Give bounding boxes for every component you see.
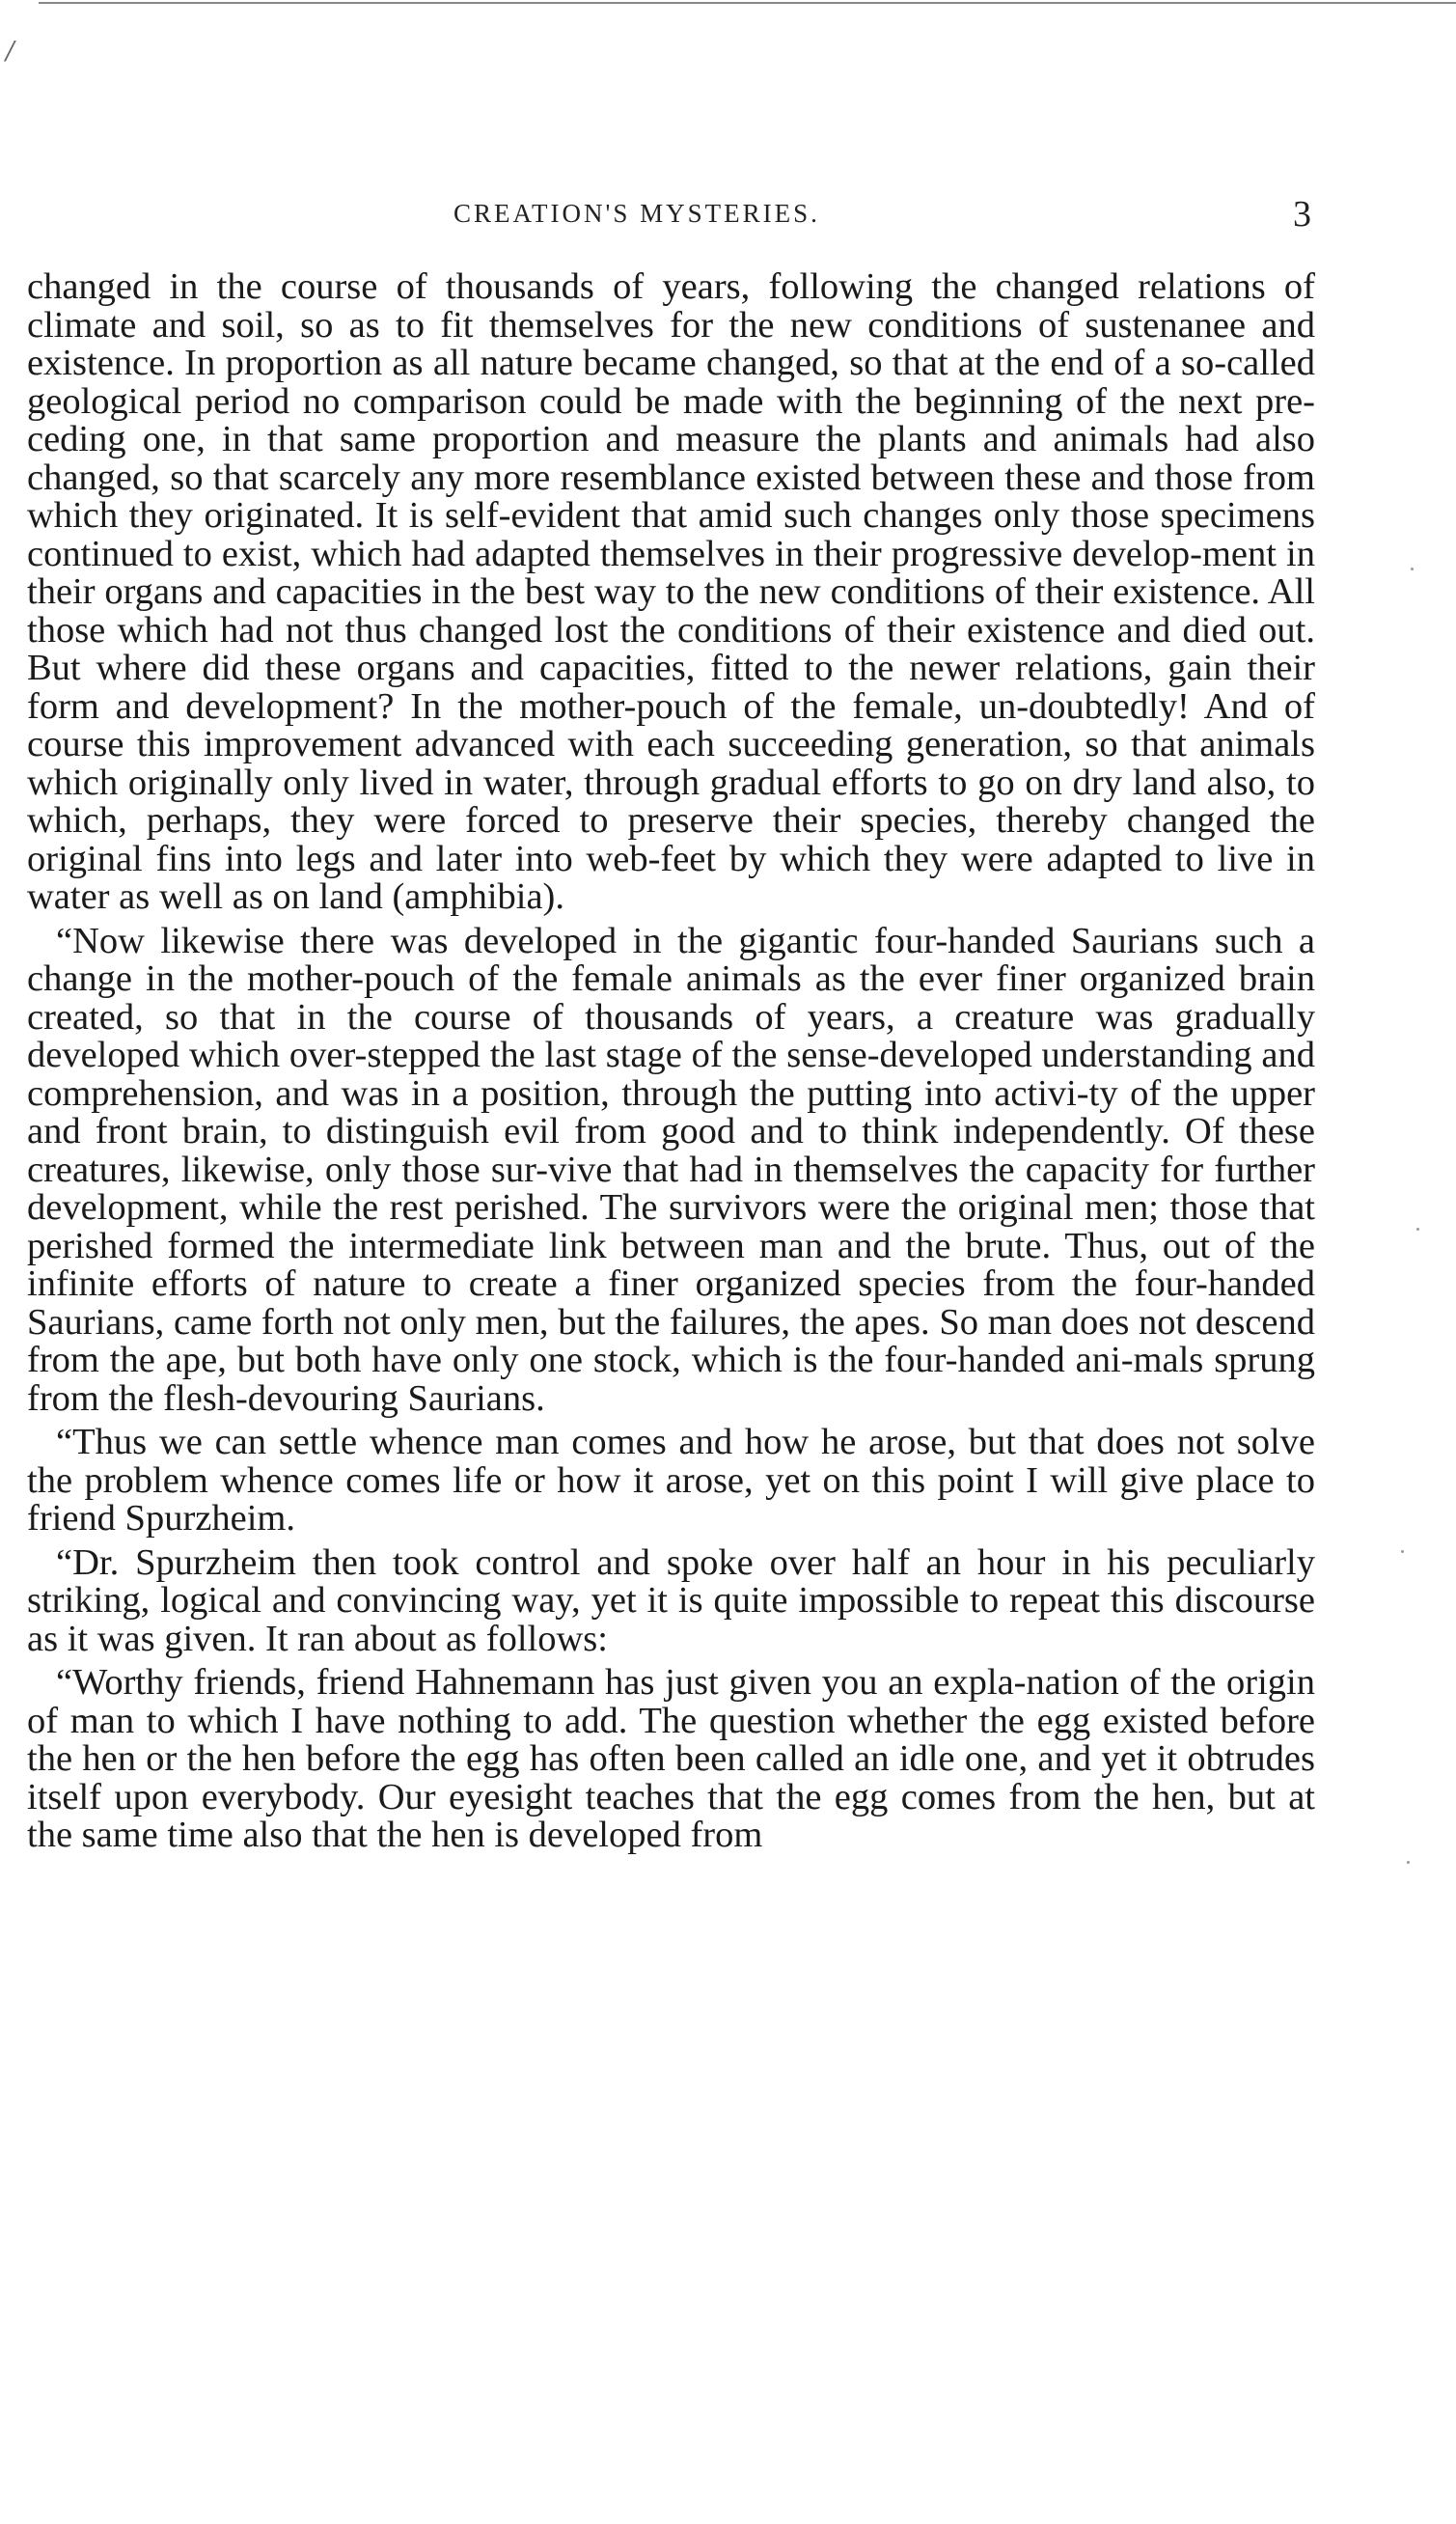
- paragraph-1: changed in the course of thousands of years, following the changed relations of climate and soil, so as to fit themselves for the new conditions of sustenanee and existence. In proportion as all nature became changed, so that at the end of a so-called geological period no comparison could be made with the beginning of the next pre-ceding one, in that same proportion and measure the plants and animals had also changed, so that scarcely any more resemblance existed between these and those from which they originated. It is self-evident that amid such changes only those specimens continued to exist, which had adapted themselves in their progressive develop-ment in their organs and capacities in the best way to the new conditions of their existence. All those which had not thus changed lost the conditions of their existence and died out. But where did these organs and capacities, fitted to the newer relations, gain their form and development? In the mother-pouch of the female, un-doubtedly! And of course this improvement advanced with each succeeding generation, so that animals which originally only lived in water, through gradual efforts to go on dry land also, to which, perhaps, they were forced to preserve their species, thereby changed the original fins into legs and later into web-feet by which they were adapted to live in water as well as on land (amphibia).: [27, 266, 1315, 917]
- running-head-title: CREATION'S MYSTERIES.: [453, 199, 820, 228]
- paper-speck: [1416, 1228, 1419, 1231]
- paper-speck: [1411, 568, 1414, 570]
- paragraph-5: “Worthy friends, friend Hahnemann has just given you an expla-nation of the origin of man to which I have nothing to add. The question whether the egg existed before the hen or the hen before the egg has often been called an idle one, and yet it obtrudes itself upon everybody. Our eyesight teaches that the egg comes from the hen, but at the same time also that the hen is developed from: [27, 1662, 1315, 1855]
- corner-mark: /: [6, 37, 14, 66]
- body-text: [27, 268, 1315, 1855]
- running-head: [0, 194, 1456, 237]
- paragraph-3: “Thus we can settle whence man comes and how he arose, but that does not solve the problem whence comes life or how it arose, yet on this point I will give place to friend Spurzheim.: [27, 1422, 1315, 1539]
- paper-speck: [1407, 1861, 1410, 1864]
- page-number: 3: [1293, 194, 1311, 235]
- top-edge-rule: [39, 2, 1456, 4]
- paragraph-2: “Now likewise there was developed in the gigantic four-handed Saurians such a change in the mother-pouch of the female animals as the ever finer organized brain created, so that in the course of thousands of years, a creature was gradually developed which over-stepped the last stage of the sense-developed understanding and comprehension, and was in a position, through the putting into activi-ty of the upper and front brain, to distinguish evil from good and to think independently. Of these creatures, likewise, only those sur-vive that had in themselves the capacity for further development, while the rest perished. The survivors were the original men; those that perished formed the intermediate link between man and the brute. Thus, out of the infinite efforts of nature to create a finer organized species from the four-handed Saurians, came forth not only men, but the failures, the apes. So man does not descend from the ape, but both have only one stock, which is the four-handed ani-mals sprung from the flesh-devouring Saurians.: [27, 920, 1315, 1419]
- paper-speck: [1401, 1550, 1404, 1553]
- paragraph-4: “Dr. Spurzheim then took control and spoke over half an hour in his peculiarly striking, logical and convincing way, yet it is quite impossible to repeat this discourse as it was given. It ran about as follows:: [27, 1541, 1315, 1659]
